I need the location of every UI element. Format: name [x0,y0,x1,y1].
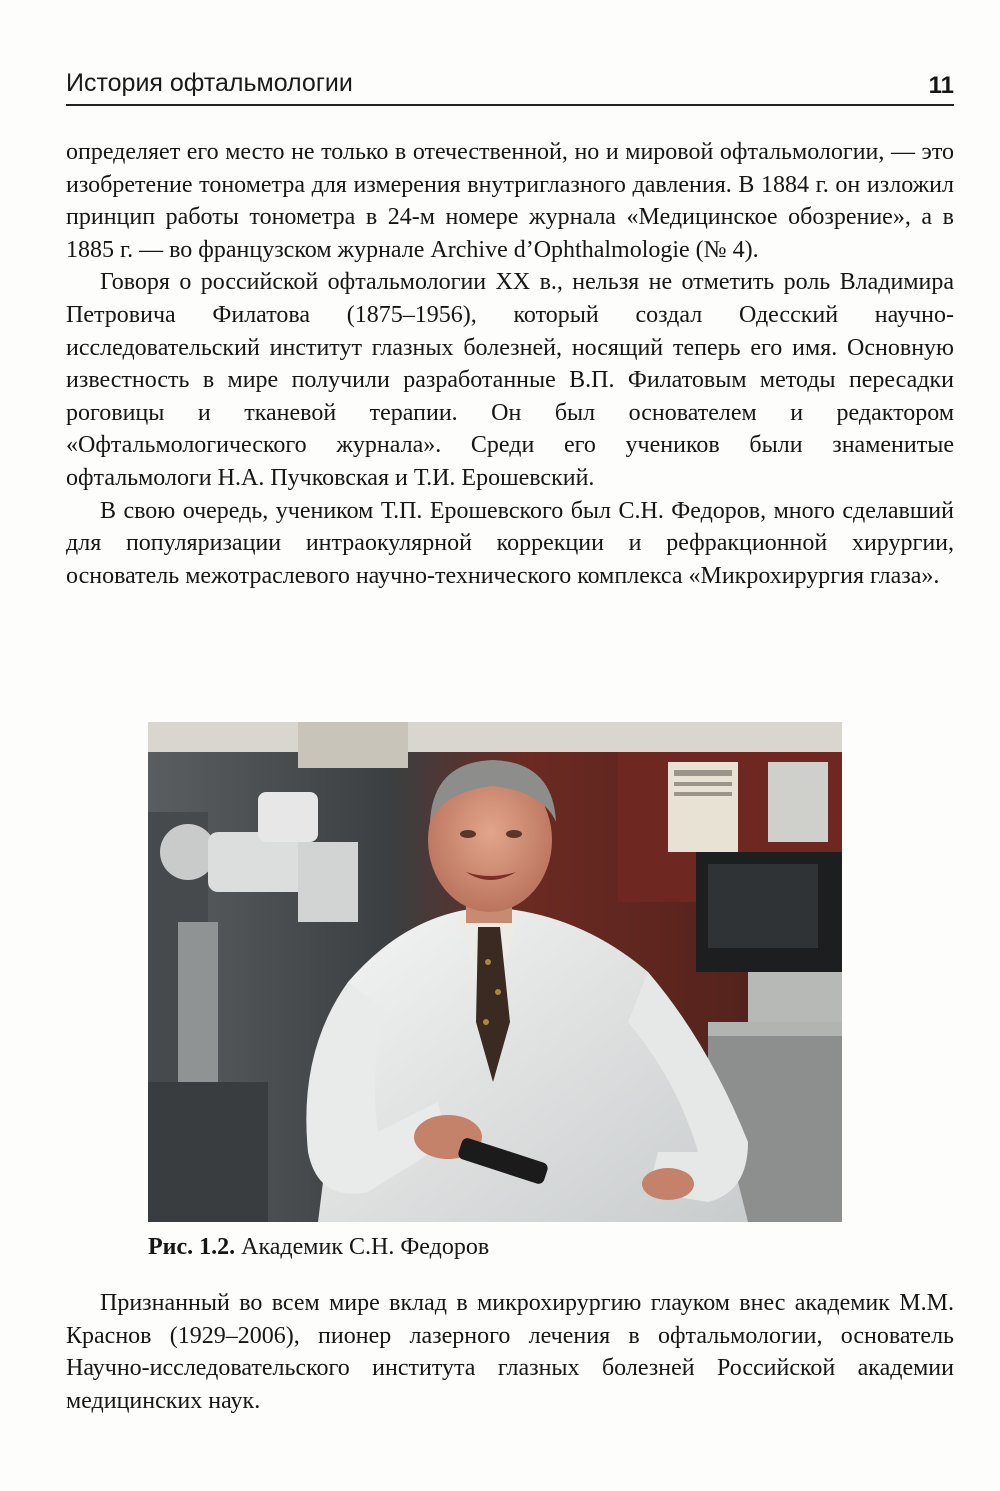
running-header [66,66,954,106]
body-text-top [66,136,954,592]
paragraph: Говоря о российской офтальмологии XX в., нельзя не отметить роль Владимира Петровича Филатова (1875–1956), который создал Одесский научно-исследовательский институт глазных болезней, носящий теперь его имя. Основную известность в мире получили разработанные В.П. Филатовым методы пересадки роговицы и тканевой терапии. Он был основателем и редактором «Офтальмологического журнала». Среди его учеников были знаменитые офтальмологи Н.А. Пучковская и Т.И. Ерошевский. [66,269,954,491]
figure-photo [148,722,842,1222]
portrait-photo [148,722,842,1222]
paragraph: Признанный во всем мире вклад в микрохирургию глауком внес академик М.М. Краснов (1929–2006), пионер лазерного лечения в офтальмологии, основатель Научно-исследовательского института глазных болезней Российской академии медицинских наук. [66,1290,954,1414]
figure-label: Рис. 1.2. [148,1234,236,1260]
figure-caption [148,1232,489,1262]
figure-caption-text: Академик С.Н. Федоров [241,1234,490,1260]
paragraph: В свою очередь, учеником Т.П. Ерошевского был С.Н. Федоров, много сделавший для популяризации интраокулярной коррекции и рефракционной хирургии, основатель межотраслевого научно-технического комплекса «Микрохирургия глаза». [66,497,954,589]
paragraph: определяет его место не только в отечественной, но и мировой офтальмологии, — это изобретение тонометра для измерения внутриглазного давления. В 1884 г. он изложил принцип работы тонометра в 24-м номере журнала «Медицинское обозрение», а в 1885 г. — во французском журнале Archive d’Ophthalmologie (№ 4). [66,139,954,263]
body-text-bottom [66,1287,954,1417]
running-title: История офтальмологии [66,69,353,97]
page-number: 11 [928,72,954,99]
